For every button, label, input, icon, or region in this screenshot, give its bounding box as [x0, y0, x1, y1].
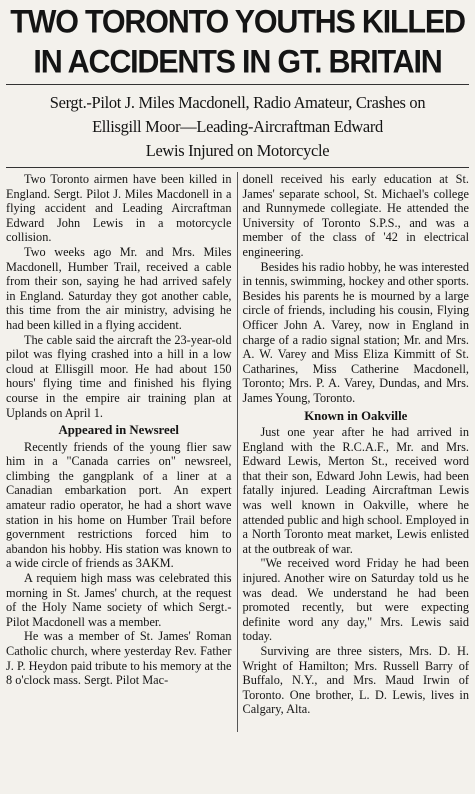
article-paragraph: He was a member of St. James' Roman Catholic church, where yesterday Rev. Father J. P. Heydon paid tribute to his memory at the 8 o'clock mass. Sergt. Pilot Mac- [6, 629, 232, 688]
article-paragraph: Two Toronto airmen have been killed in England. Sergt. Pilot J. Miles Macdonell in a flying accident and Leading Aircraftman Edward John Lewis in a motorcycle collision. [6, 172, 232, 245]
deck-line-1: Sergt.-Pilot J. Miles Macdonell, Radio Amateur, Crashes on [49, 93, 426, 112]
deck-line-2: Ellisgill Moor—Leading-Aircraftman Edward [92, 117, 383, 136]
deck [6, 85, 469, 163]
article-column-left [6, 172, 238, 732]
headline [6, 2, 469, 82]
article-paragraph: Besides his radio hobby, he was interested in tennis, swimming, hockey and other sports. Besides his parents he is mourned by a large circle of friends, including his cousin, Flying Officer John A. Varey, now in England in charge of a radio signal station; Mr. and Mrs. A. W. Varey and Miss Eliza Kimmitt of St. Catharines, Miss Catherine Macdonell, Toronto; Mrs. P. A. Varey, Dundas, and Mrs. James Young, Toronto. [242, 259, 469, 405]
subhead-oakville: Known in Oakville [304, 408, 408, 423]
article-paragraph: The cable said the aircraft the 23-year-old pilot was flying crashed into a hill in a low cloud at Ellisgill moor. He had about 150 hours' flying time and finished his flying course in the empire air training plan at Uplands on April 1. [6, 332, 232, 420]
article-paragraph: Surviving are three sisters, Mrs. D. H. Wright of Hamilton; Mrs. Russell Barry of Buffalo, N.Y., and Mrs. Maud Irwin of Toronto. One brother, L. D. Lewis, lives in Calgary, Alta. [242, 644, 469, 717]
article-paragraph: donell received his early education at St. James' separate school, St. Michael's college and Runnymede collegiate. He attended the University of Toronto S.P.S., and was a member of the class of '42 in electrical engineering. [242, 172, 469, 259]
article-paragraph: "We received word Friday he had been injured. Another wire on Saturday told us he was dead. We understand he had been promoted recently, but were expecting definite word any day," Mrs. Lewis said today. [242, 556, 469, 644]
article-paragraph: Two weeks ago Mr. and Mrs. Miles Macdonell, Humber Trail, received a cable from their son, saying he had arrived safely in England. Saturday they got another cable, this time from the air ministry, advising he had been killed in a flying accident. [6, 244, 232, 332]
subhead-newsreel: Appeared in Newsreel [58, 423, 179, 438]
article-column-right [238, 172, 470, 732]
article-paragraph: Just one year after he had arrived in England with the R.C.A.F., Mr. and Mrs. Edward Lewis, Merton St., received word that their son, Edward John Lewis, had been fatally injured. Leading Aircraftman Lewis was well known in Oakville, where he attended public and high school. Employed in a North Toronto meat market, Lewis enlisted at the outbreak of war. [242, 425, 469, 556]
headline-line-1: TWO TORONTO YOUTHS KILLED [10, 4, 465, 40]
deck-line-3: Lewis Injured on Motorcycle [145, 141, 330, 160]
article-columns [6, 172, 469, 732]
article-paragraph: Recently friends of the young flier saw him in a "Canada carries on" newsreel, climbing the gangplank of a liner at a Canadian embarkation port. An expert amateur radio operator, he had a short wave station in his home on Humber Trail before government restrictions forced him to abandon his hobby. His station was known to a wide circle of friends as 3AKM. [6, 439, 232, 571]
headline-line-2: IN ACCIDENTS IN GT. BRITAIN [33, 44, 442, 80]
deck-rule [6, 167, 469, 168]
article-paragraph: A requiem high mass was celebrated this morning in St. James' church, at the request of the Holy Name society of which Sergt.-Pilot Macdonell was a member. [6, 571, 232, 629]
